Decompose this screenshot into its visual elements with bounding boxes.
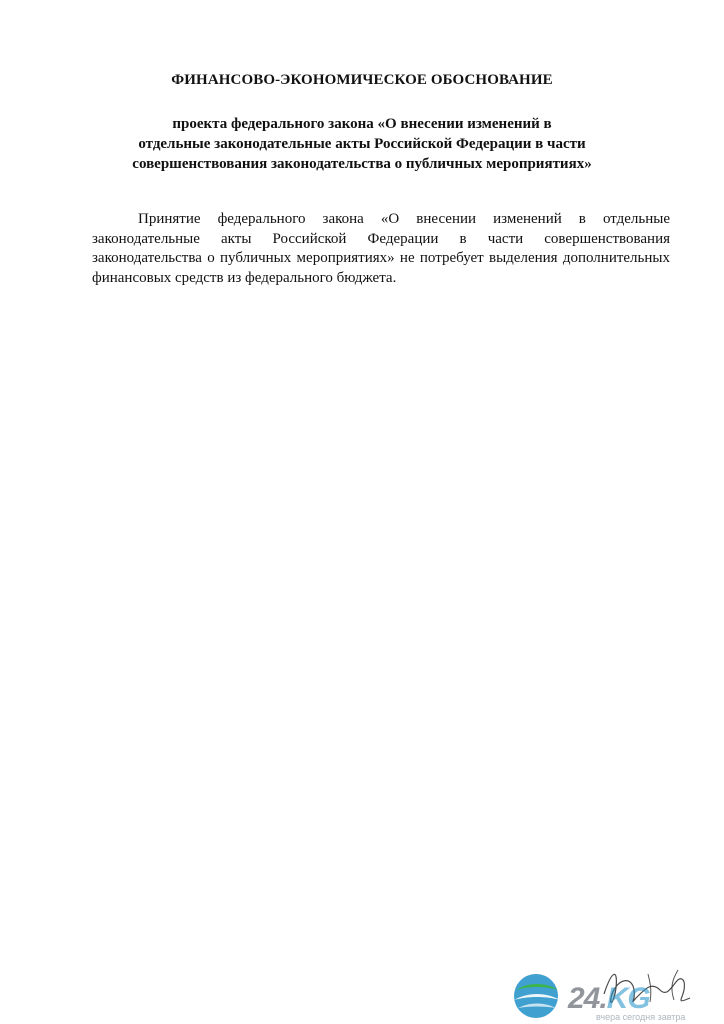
- document-body-paragraph: Принятие федерального закона «О внесении изменений в отдельные законодательные акты Российской Федерации в части совершенствования законодательства о публичных мероприятиях» не потребует выделения дополнительных финансовых средств из федерального бюджета.: [92, 211, 670, 286]
- subtitle-line: проекта федерального закона «О внесении изменений в: [172, 116, 552, 132]
- watermark-slogan: вчера сегодня завтра: [596, 1012, 686, 1022]
- watermark-logo: [500, 960, 724, 1024]
- watermark-domain: KG: [606, 982, 650, 1015]
- subtitle-line: совершенствования законодательства о публичных мероприятиях»: [132, 156, 592, 172]
- watermark-brand: [568, 982, 650, 1016]
- globe-icon: [514, 974, 560, 1018]
- document-subtitle: [60, 114, 664, 174]
- watermark-brand-number: 24.: [568, 982, 607, 1015]
- document-title: ФИНАНСОВО-ЭКОНОМИЧЕСКОЕ ОБОСНОВАНИЕ: [171, 72, 553, 88]
- subtitle-line: отдельные законодательные акты Российской Федерации в части: [138, 136, 586, 152]
